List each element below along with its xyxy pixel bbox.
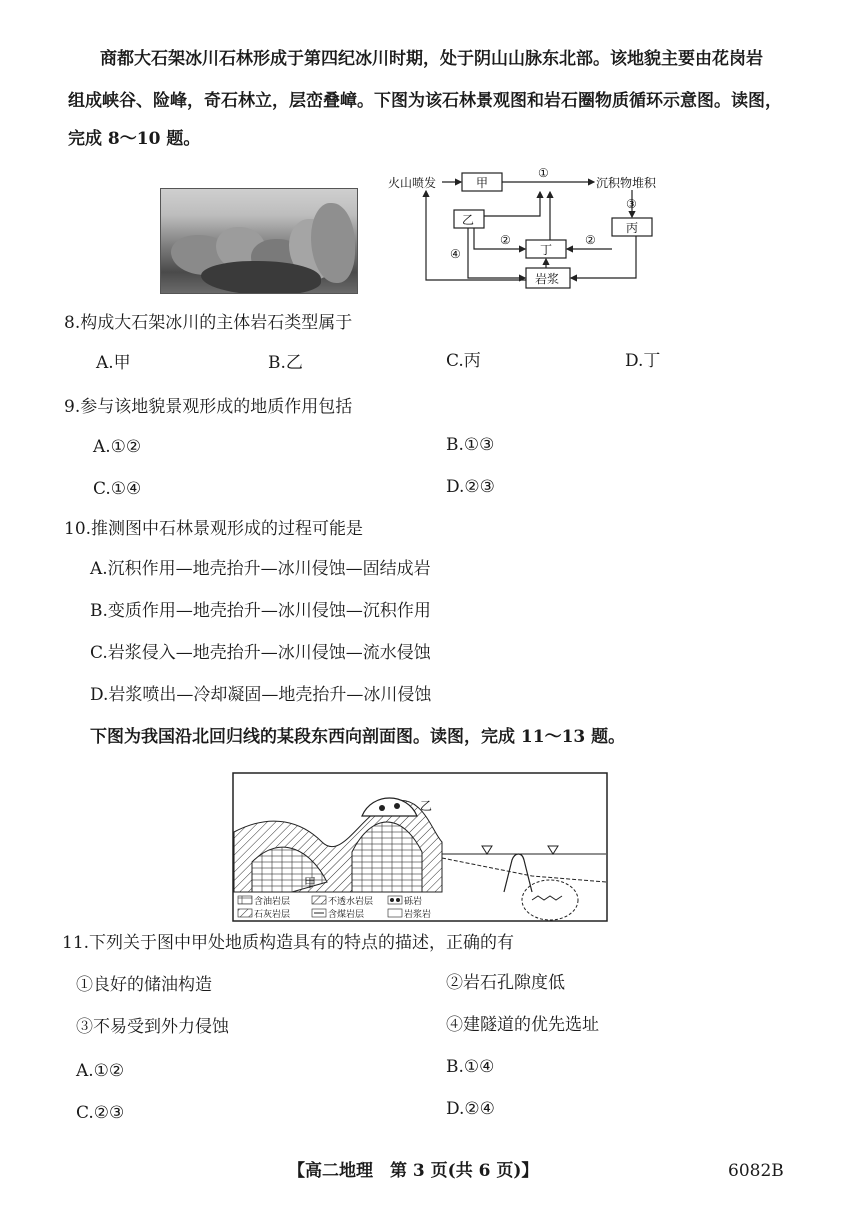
legend-0: 含油岩层 — [254, 897, 291, 907]
q10-stem: 10.推测图中石林景观形成的过程可能是 — [64, 519, 364, 539]
q9-option-d[interactable]: D.②③ — [446, 477, 495, 497]
legend-3: 石灰岩层 — [254, 910, 291, 920]
q8-option-b[interactable]: B.乙 — [268, 353, 303, 373]
q11-option-d[interactable]: D.②④ — [446, 1099, 495, 1119]
label-yi: 乙 — [420, 799, 433, 813]
q9-option-c[interactable]: C.①④ — [93, 479, 142, 499]
intro-line-3: 完成 8～10 题。 — [68, 129, 201, 149]
q11-stem: 11.下列关于图中甲处地质构造具有的特点的描述，正确的有 — [62, 933, 515, 953]
label-jia: 甲 — [476, 176, 489, 190]
page-footer: 【高二地理 第 3 页(共 6 页)】 — [288, 1161, 539, 1181]
arrow-yi-magma — [468, 228, 525, 278]
q8-option-c[interactable]: C.丙 — [446, 351, 481, 371]
label-bing: 丙 — [626, 221, 639, 235]
q8-option-d[interactable]: D.丁 — [625, 351, 661, 371]
legend-5: 岩浆岩 — [404, 910, 432, 920]
q10-option-b[interactable]: B.变质作用—地壳抬升—冰川侵蚀—沉积作用 — [90, 601, 431, 621]
q10-option-a[interactable]: A.沉积作用—地壳抬升—冰川侵蚀—固结成岩 — [90, 559, 431, 579]
legend-1: 不透水岩层 — [328, 897, 374, 907]
intro-2: 下图为我国沿北回归线的某段东西向剖面图。读图，完成 11～13 题。 — [90, 727, 626, 747]
rock-cycle-diagram — [380, 160, 680, 300]
q9-option-b[interactable]: B.①③ — [446, 435, 495, 455]
q9-option-a[interactable]: A.①② — [93, 437, 142, 457]
q11-statement-2: ②岩石孔隙度低 — [446, 973, 565, 993]
line-yi-down — [474, 228, 484, 249]
q8-option-a[interactable]: A.甲 — [96, 353, 131, 373]
paper-code: 6082B — [728, 1161, 784, 1181]
q11-option-c[interactable]: C.②③ — [76, 1103, 125, 1123]
label-yi: 乙 — [462, 213, 475, 227]
q11-option-a[interactable]: A.①② — [76, 1061, 125, 1081]
arrow-bing-magma — [571, 236, 636, 278]
q11-statement-3: ③不易受到外力侵蚀 — [76, 1017, 229, 1037]
legend-4: 含煤岩层 — [328, 910, 365, 920]
legend-2: 砾岩 — [404, 897, 423, 907]
q11-statement-1: ①良好的储油构造 — [76, 975, 212, 995]
arrow-yi-up — [484, 192, 540, 216]
stone-forest-photo — [160, 188, 358, 294]
q8-stem: 8.构成大石架冰川的主体岩石类型属于 — [64, 313, 353, 333]
cross-section-diagram — [232, 772, 608, 922]
label-jia: 甲 — [304, 876, 317, 890]
q10-option-d[interactable]: D.岩浆喷出—冷却凝固—地壳抬升—冰川侵蚀 — [90, 685, 432, 705]
q10-option-c[interactable]: C.岩浆侵入—地壳抬升—冰川侵蚀—流水侵蚀 — [90, 643, 431, 663]
label-volcano: 火山喷发 — [388, 176, 437, 190]
label-n2b: ② — [585, 233, 596, 247]
label-n2a: ② — [500, 233, 511, 247]
q9-stem: 9.参与该地貌景观形成的地质作用包括 — [64, 397, 353, 417]
label-magma: 岩浆 — [535, 272, 560, 286]
intro-line-1: 商都大石架冰川石林形成于第四纪冰川时期，处于阴山山脉东北部。该地貌主要由花岗岩 — [100, 49, 763, 69]
label-n3: ③ — [626, 197, 637, 211]
intro-line-2: 组成峡谷、险峰，奇石林立，层峦叠嶂。下图为该石林景观图和岩石圈物质循环示意图。读图， — [68, 91, 782, 111]
arrow-magma-volcano — [426, 191, 526, 280]
label-n1: ① — [538, 166, 549, 180]
label-n4: ④ — [450, 247, 461, 261]
q11-option-b[interactable]: B.①④ — [446, 1057, 495, 1077]
label-ding: 丁 — [540, 243, 553, 257]
q11-statement-4: ④建隧道的优先选址 — [446, 1015, 599, 1035]
label-sediment: 沉积物堆积 — [596, 176, 657, 190]
